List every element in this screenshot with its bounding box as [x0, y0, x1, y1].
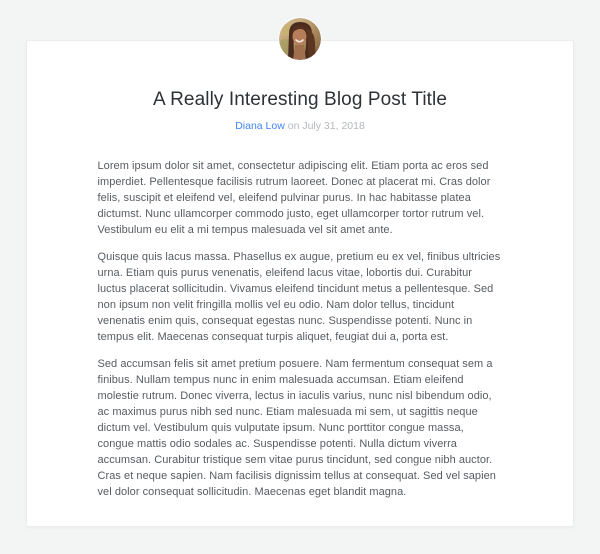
- post-title: A Really Interesting Blog Post Title: [152, 89, 448, 110]
- author-avatar[interactable]: [279, 18, 321, 60]
- post-paragraph-1: Lorem ipsum dolor sit amet, consectetur adipiscing elit. Etiam porta ac eros sed imperdiet. Pellentesque facilisis rutrum laoreet. Donec at placerat mi. Cras dolor felis, suscipit et eleifend vel, eleifend pulvinar purus. In hac habitasse platea dictumst. Nunc ullamcorper commodo justo, eget ullamcorper tortor rutrum vel. Vestibulum eu elit a mi tempus malesuada vel sit amet ante.: [97, 160, 491, 236]
- post-date: July 31, 2018: [302, 120, 365, 132]
- author-link[interactable]: Diana Low: [235, 120, 285, 132]
- post-paragraph-2: Quisque quis lacus massa. Phasellus ex augue, pretium eu ex vel, finibus ultricies urna. Etiam quis purus venenatis, eleifend lacus vitae, lobortis dui. Curabitur luctus placerat sollicitudin. Vivamus eleifend tincidunt metus a pellentesque. Sed non ipsum non velit fringilla mollis vel eu odio. Nam dolor tellus, tincidunt venenatis enim quis, consequat egestas nunc. Suspendisse potenti. Nunc in tempus elit. Maecenas consequat turpis aliquet, feugiat dui a, porta est.: [97, 251, 501, 343]
- byline-connector: on: [287, 120, 300, 132]
- byline: [27, 120, 573, 132]
- post-body: [98, 158, 503, 500]
- post-paragraph-3: Sed accumsan felis sit amet pretium posuere. Nam fermentum consequat sem a finibus. Nullam tempus nunc in enim malesuada accumsan. Etiam eleifend molestie rutrum. Donec viverra, lectus in iaculis varius, nunc nisl bibendum odio, ac maximus purus nibh sed nunc. Etiam malesuada mi sem, ut sagittis neque dictum vel. Vestibulum quis vulputate ipsum. Nunc porttitor congue massa, congue mattis odio sodales ac. Suspendisse potenti. Nulla dictum viverra accumsan. Curabitur tristique sem vitae purus tincidunt, sed congue nibh auctor. Cras et neque sapien. Nam facilisis dignissim tellus at consequat. Sed vel sapien vel dolor consequat sollicitudin. Maecenas eget blandit magna.: [97, 358, 496, 498]
- author-photo-icon: [279, 18, 321, 60]
- blog-post-card: [26, 40, 574, 527]
